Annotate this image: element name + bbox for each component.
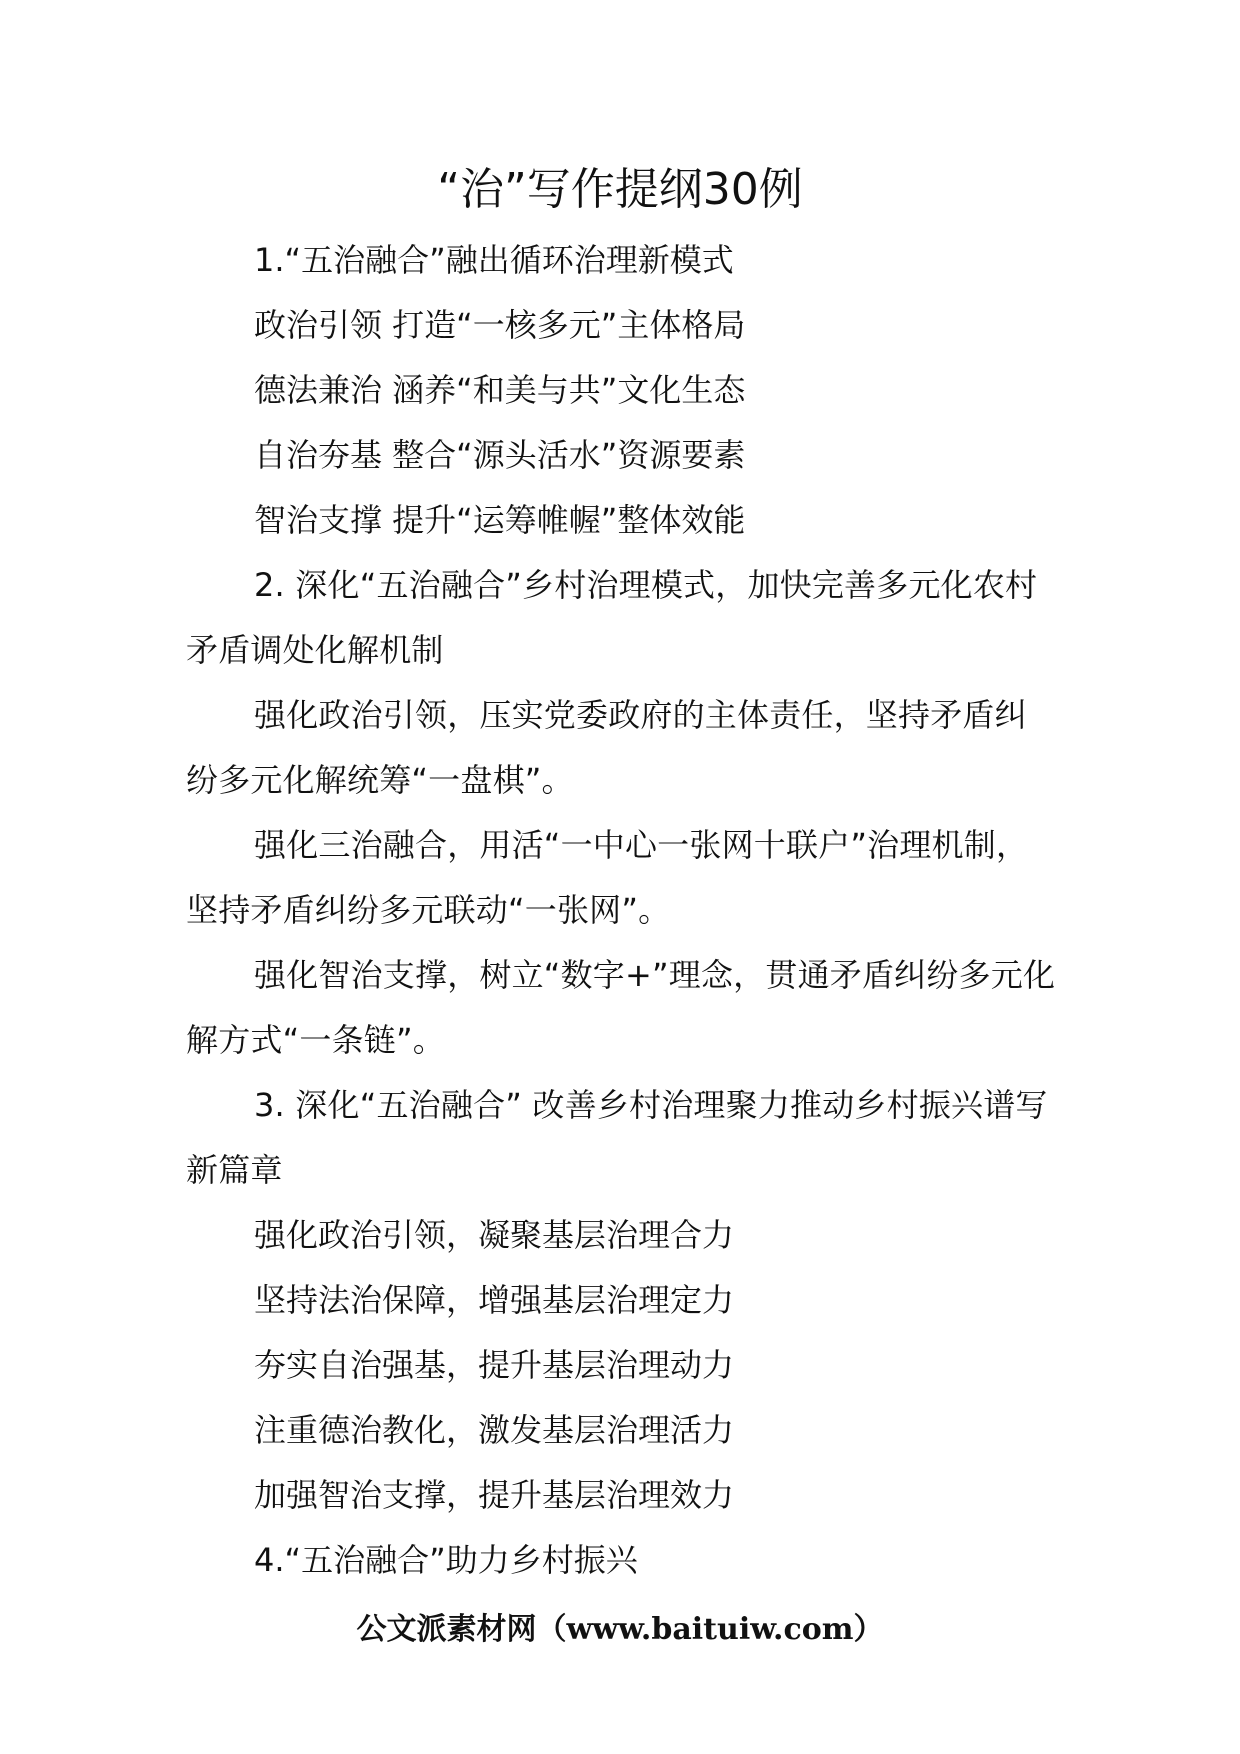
outline-heading-3: 3. 深化“五治融合” 改善乡村治理聚力推动乡村振兴谱写新篇章 [186,1086,1048,1189]
document-body [186,228,1056,1593]
outline-item: 坚持法治保障，增强基层治理定力 [254,1281,735,1319]
outline-heading-4: 4.“五治融合”助力乡村振兴 [254,1541,638,1579]
outline-item: 智治支撑 提升“运筹帷幄”整体效能 [254,501,746,539]
outline-paragraph: 强化三治融合，用活“一中心一张网十联户”治理机制，坚持矛盾纠纷多元联动“一张网”。 [186,826,1029,929]
outline-item: 德法兼治 涵养“和美与共”文化生态 [254,371,746,409]
outline-item: 夯实自治强基，提升基层治理动力 [254,1346,735,1384]
outline-item: 强化政治引领，凝聚基层治理合力 [254,1216,735,1254]
outline-item: 政治引领 打造“一核多元”主体格局 [254,306,746,344]
document-title: “治”写作提纲30例 [437,164,803,215]
outline-item: 加强智治支撑，提升基层治理效力 [254,1476,735,1514]
outline-item: 自治夯基 整合“源头活水”资源要素 [254,436,746,474]
outline-paragraph: 强化智治支撑，树立“数字+”理念，贯通矛盾纠纷多元化解方式“一条链”。 [186,956,1056,1059]
source-footer: 公文派素材网（www.baituiw.com） [356,1612,884,1647]
outline-item: 注重德治教化，激发基层治理活力 [254,1411,735,1449]
outline-heading-1: 1.“五治融合”融出循环治理新模式 [254,241,734,279]
outline-paragraph: 强化政治引领，压实党委政府的主体责任，坚持矛盾纠纷多元化解统筹“一盘棋”。 [186,696,1027,799]
outline-heading-2: 2. 深化“五治融合”乡村治理模式，加快完善多元化农村矛盾调处化解机制 [186,566,1038,669]
